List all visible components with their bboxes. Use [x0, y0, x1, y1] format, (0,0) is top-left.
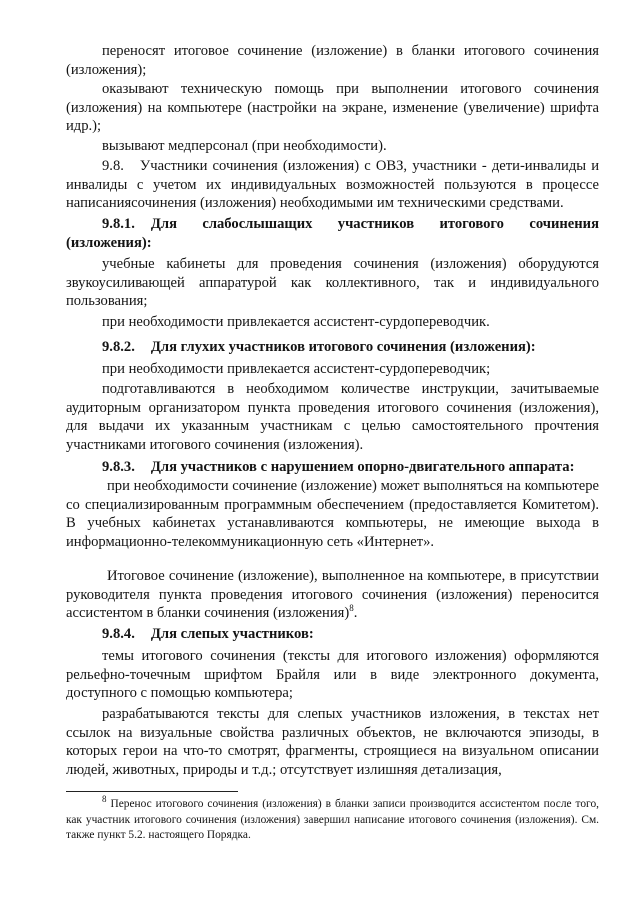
section-9-8-3-heading: [66, 458, 599, 477]
section-title: Для глухих участников итогового сочинения (изложения):: [150, 339, 536, 355]
paragraph-deaf-interpreter: при необходимости привлекается ассистент-сурдопереводчик;: [102, 361, 491, 377]
section-number: 9.8.3.: [102, 459, 135, 475]
section-9-8: [66, 157, 599, 213]
section-9-8-2-heading: [66, 338, 599, 357]
paragraph-computer-use: при необходимости сочинение (изложение) может выполняться на компьютере со специализированным программным обеспечением (предоставляется Комитетом). В учебных кабинетах устанавливаются компьютеры, не имеющие выхода в информационно-телекоммуникационную сеть «Интернет».: [66, 478, 599, 550]
section-number: 9.8.2.: [102, 339, 135, 355]
paragraph-braille: темы итогового сочинения (тексты для итогового изложения) оформляются рельефно-точечным шрифтом Брайля или в виде электронного документа, доступного с помощью компьютера;: [66, 648, 599, 701]
section-title: Для участников с нарушением опорно-двигательного аппарата:: [150, 459, 575, 475]
section-9-8-4-heading: [66, 625, 599, 644]
section-9-8-1-heading: [66, 215, 599, 252]
section-text: Участники сочинения (изложения) с ОВЗ, участники - дети-инвалиды и инвалиды с учетом их индивидуальных возможностей пользуются в процессе написаниясочинения (изложения) необходимыми им техническими средствами.: [66, 158, 599, 211]
footnote-ref: 8: [349, 603, 354, 614]
paragraph-technical-help: оказывают техническую помощь при выполнении итогового сочинения (изложения) на компьютере (настройки на экране, изменение (увеличение) шрифта идр.);: [66, 81, 599, 134]
footnote-text: Перенос итогового сочинения (изложения) в бланки записи производится ассистентом после того, как участник итогового сочинения (изложения) завершил написание итогового сочинения (изложения). См. также пункт 5.2. настоящего Порядка.: [66, 798, 599, 841]
paragraph-medical-staff: вызывают медперсонал (при необходимости).: [102, 138, 387, 154]
section-number: 9.8.: [102, 158, 124, 174]
footnote-divider: [66, 791, 238, 792]
paragraph-hearing-equipment: учебные кабинеты для проведения сочинения (изложения) оборудуются звукоусиливающей аппаратурой как коллективного, так и индивидуального пользования;: [66, 256, 599, 309]
section-title: Для слабослышащих участников итогового сочинения (изложения):: [66, 216, 599, 251]
section-title: Для слепых участников:: [150, 626, 314, 642]
paragraph-sign-interpreter: при необходимости привлекается ассистент-сурдопереводчик.: [102, 314, 490, 330]
footnote-mark: 8: [102, 794, 107, 805]
paragraph-transfer-by-assistant: Итоговое сочинение (изложение), выполненное на компьютере, в присутствии руководителя пункта проведения итогового сочинения (изложения) переносится ассистентом в бланки сочинения (изложения)$^8$.: [66, 568, 599, 621]
section-number: 9.8.4.: [102, 626, 135, 642]
paragraph-transfer-to-forms: переносят итоговое сочинение (изложение) в бланки итогового сочинения (изложения);: [66, 43, 599, 78]
footnote: [66, 794, 599, 844]
paragraph-texts-for-blind: разрабатываются тексты для слепых участников изложения, в текстах нет ссылок на визуальные свойства различных объектов, не включаются эпизоды, в которых герои на что-то смотрят, фрагменты, строящиеся на визуальном описании людей, животных, природы и т.д.; отсутствует излишняя детализация,: [66, 706, 599, 778]
paragraph-instructions: подготавливаются в необходимом количестве инструкции, зачитываемые аудиторным организатором пункта проведения итогового сочинения (изложения), для выдачи их указанным участникам с целью самостоятельного прочтения участниками итогового сочинения (изложения).: [66, 381, 599, 453]
section-number: 9.8.1.: [102, 216, 135, 232]
